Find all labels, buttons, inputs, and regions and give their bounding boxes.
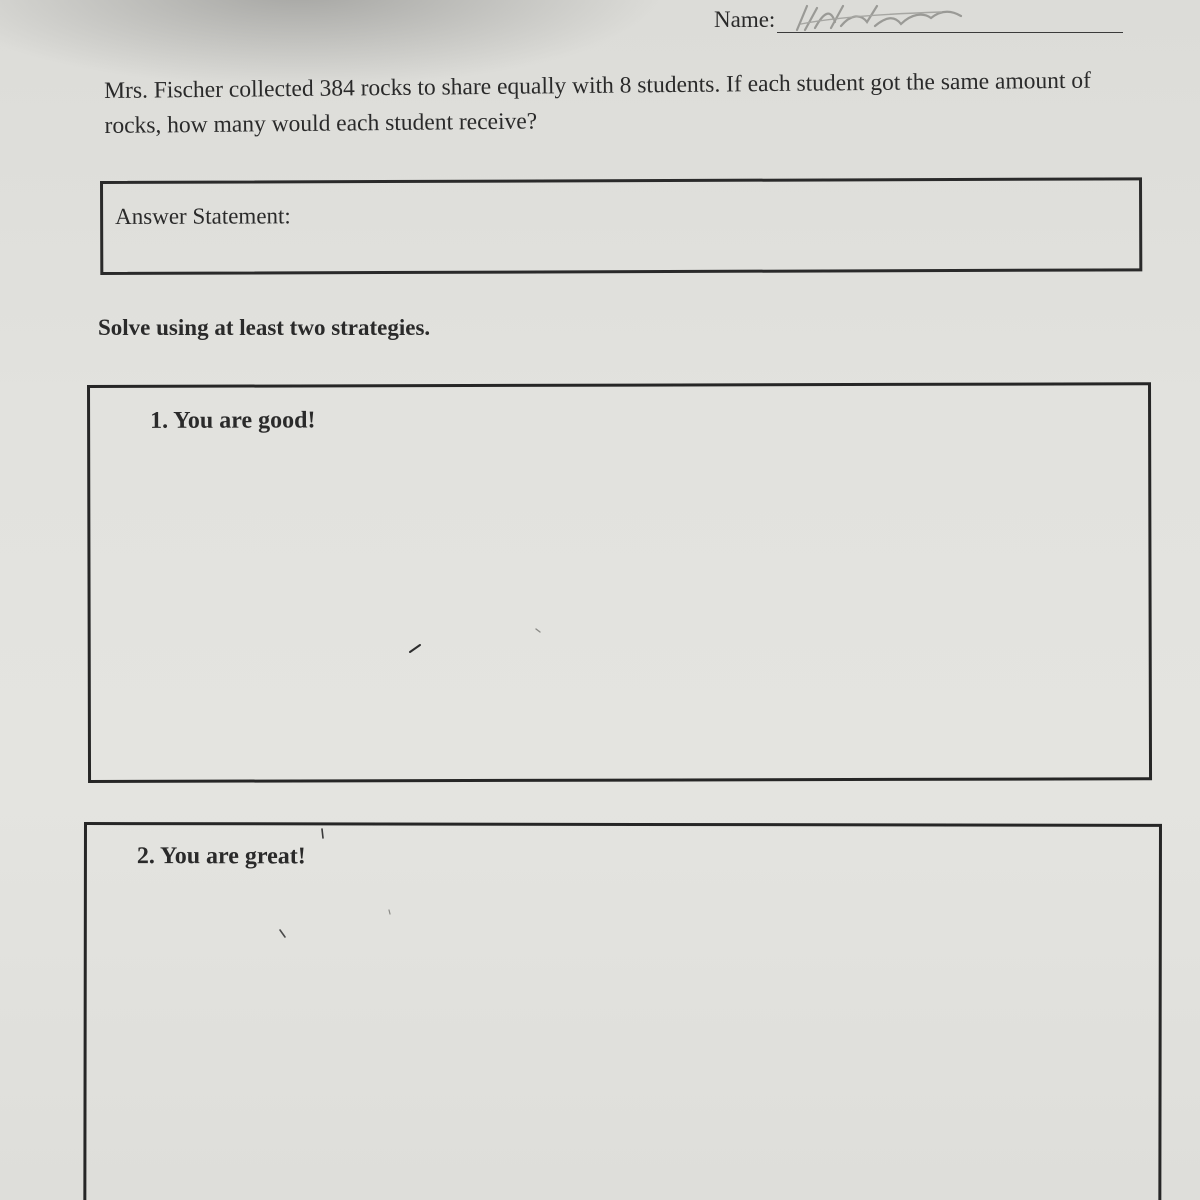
name-label: Name: [714, 7, 776, 32]
strategy-label-1: 1. You are good! [150, 407, 316, 434]
strategy-label-2: 2. You are great! [136, 843, 306, 870]
handwritten-name-scribble [791, 0, 991, 36]
strategy-box-1[interactable] [87, 382, 1152, 783]
word-problem: Mrs. Fischer collected 384 rocks to share equally with 8 students. If each student got the same amount of rocks, how many would each student receive? [104, 67, 1092, 139]
name-line[interactable] [777, 6, 1123, 33]
instructions: Solve using at least two strategies. [98, 315, 431, 340]
answer-statement-label: Answer Statement: [115, 203, 291, 229]
answer-statement-box[interactable] [100, 177, 1142, 275]
name-field [714, 6, 1123, 33]
strategy-box-2[interactable] [83, 822, 1162, 1200]
